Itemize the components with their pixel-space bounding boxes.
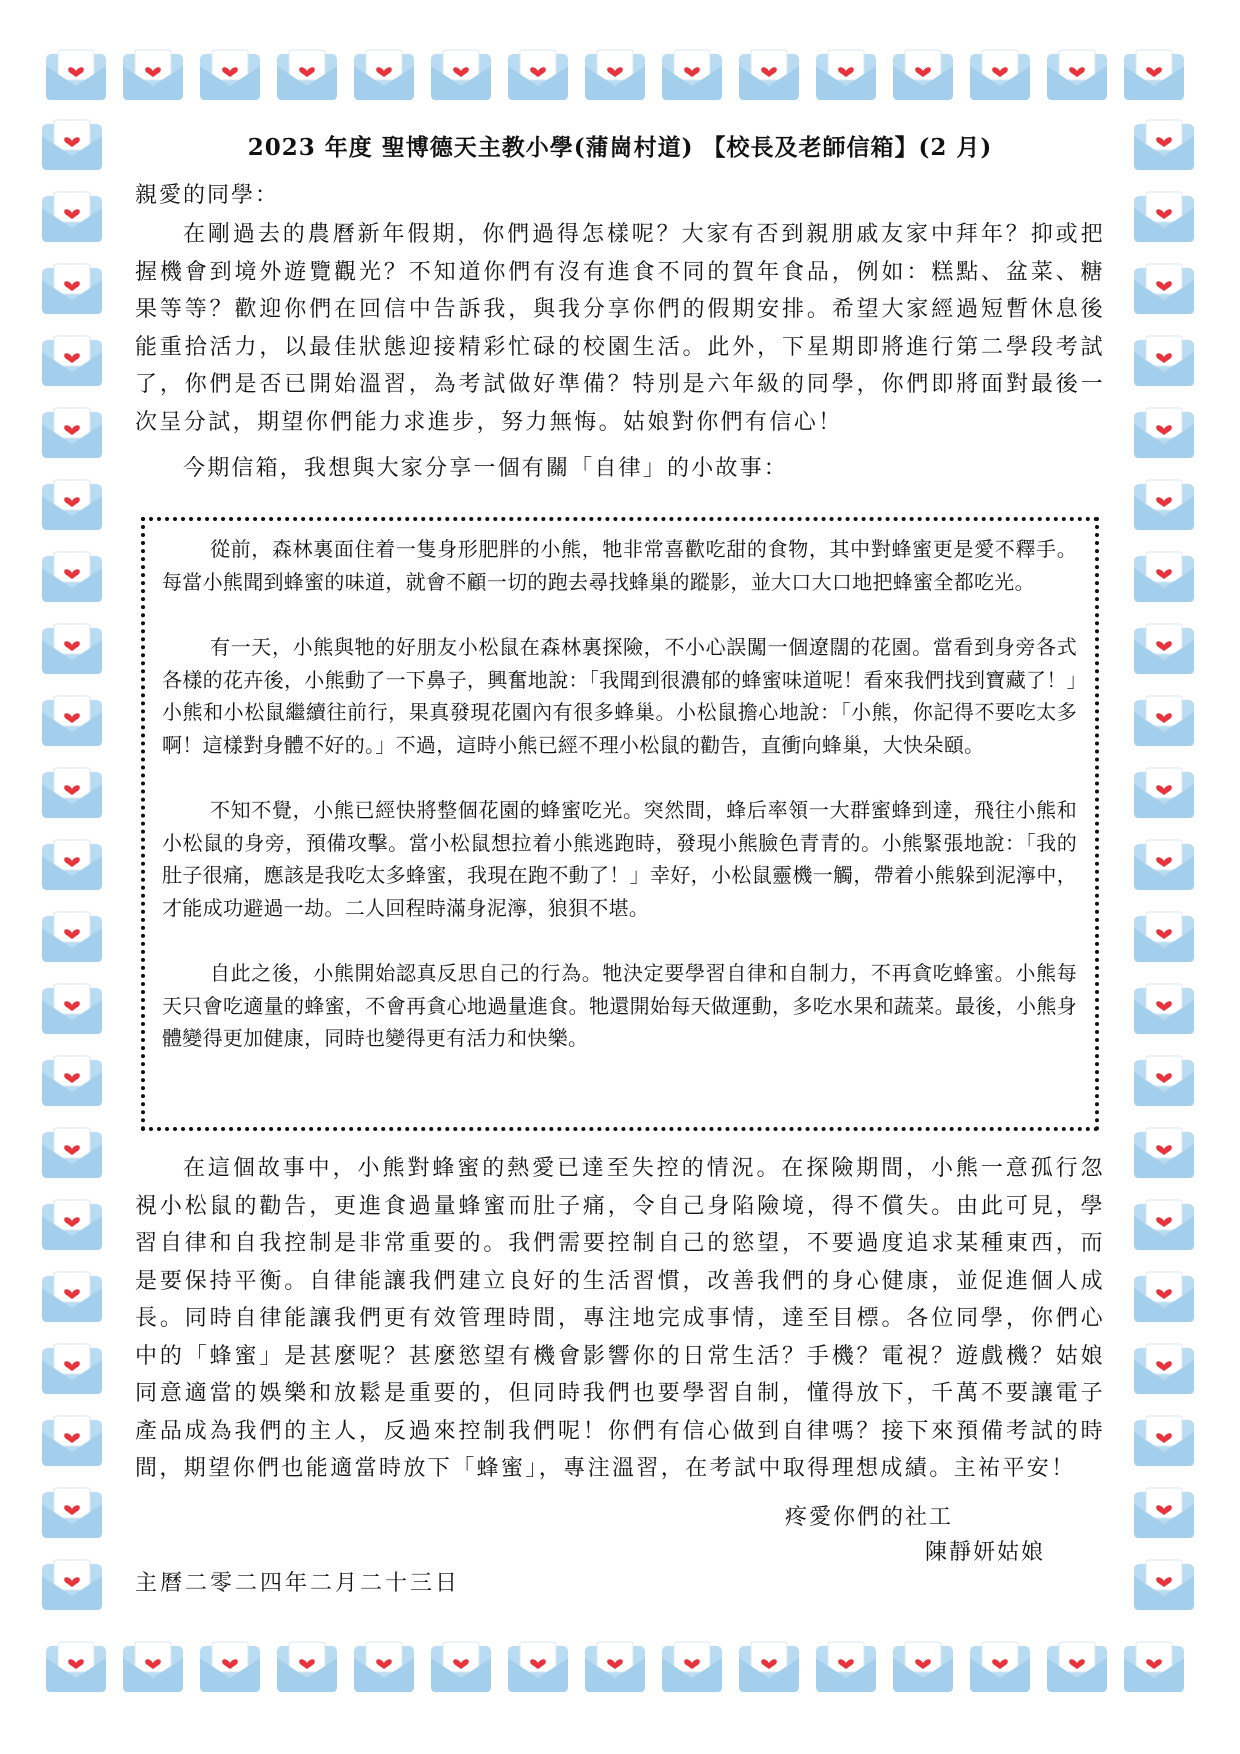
envelope-heart-icon bbox=[40, 1126, 104, 1182]
envelope-heart-icon bbox=[40, 982, 104, 1038]
envelope-heart-icon bbox=[1132, 1558, 1196, 1614]
envelope-heart-icon bbox=[40, 694, 104, 750]
envelope-heart-icon bbox=[891, 48, 955, 104]
story-intro: 今期信箱，我想與大家分享一個有關「自律」的小故事： bbox=[183, 456, 789, 481]
story-box bbox=[141, 517, 1099, 1131]
story-paragraph-2: 有一天，小熊與牠的好朋友小松鼠在森林裏探險，不小心誤闖一個遼闊的花園。當看到身旁各式各樣的花卉後，小熊動了一下鼻子，興奮地說：「我聞到很濃郁的蜂蜜味道呢！看來我們找到寶藏了！」小熊和小松鼠繼續往前行，果真發現花園內有很多蜂巢。小松鼠擔心地說：「小熊，你記得不要吃太多啊！這樣對身體不好的。」不過，這時小熊已經不理小松鼠的勸告，直衝向蜂巢，大快朵頤。 bbox=[162, 635, 1077, 757]
signoff-line: 疼愛你們的社工 bbox=[785, 1505, 954, 1530]
envelope-heart-icon bbox=[275, 1640, 339, 1696]
envelope-heart-icon bbox=[891, 1640, 955, 1696]
envelope-heart-icon bbox=[1132, 262, 1196, 318]
envelope-heart-icon bbox=[814, 48, 878, 104]
envelope-heart-icon bbox=[583, 48, 647, 104]
envelope-heart-icon bbox=[1132, 982, 1196, 1038]
envelope-heart-icon bbox=[40, 766, 104, 822]
envelope-heart-icon bbox=[737, 1640, 801, 1696]
envelope-heart-icon bbox=[40, 1414, 104, 1470]
envelope-heart-icon bbox=[506, 48, 570, 104]
signature-block bbox=[785, 1500, 1045, 1570]
envelope-heart-icon bbox=[660, 48, 724, 104]
story-paragraph-1: 從前，森林裏面住着一隻身形肥胖的小熊，牠非常喜歡吃甜的食物，其中對蜂蜜更是愛不釋手。每當小熊聞到蜂蜜的味道，就會不顧一切的跑去尋找蜂巢的蹤影，並大口大口地把蜂蜜全都吃光。 bbox=[162, 537, 1077, 594]
envelope-heart-icon bbox=[1132, 478, 1196, 534]
envelope-heart-icon bbox=[1132, 838, 1196, 894]
envelope-heart-icon bbox=[121, 1640, 185, 1696]
envelope-heart-icon bbox=[40, 190, 104, 246]
envelope-heart-icon bbox=[40, 1342, 104, 1398]
envelope-heart-icon bbox=[1045, 48, 1109, 104]
envelope-heart-icon bbox=[44, 1640, 108, 1696]
envelope-heart-icon bbox=[121, 48, 185, 104]
envelope-heart-icon bbox=[40, 1558, 104, 1614]
envelope-heart-icon bbox=[1122, 1640, 1186, 1696]
signoff-name: 陳靜妍姑娘 bbox=[925, 1540, 1046, 1565]
opening-paragraph: 在剛過去的農曆新年假期，你們過得怎樣呢？大家有否到親朋戚友家中拜年？抑或把握機會到境外遊覽觀光？不知道你們有沒有進食不同的賀年食品，例如：糕點、盆菜、糖果等等？歡迎你們在回信中告訴我，與我分享你們的假期安排。希望大家經過短暫休息後能重拾活力，以最佳狀態迎接精彩忙碌的校園生活。此外，下星期即將進行第二學段考試了，你們是否已開始溫習，為考試做好準備？特別是六年級的同學，你們即將面對最後一次呈分試，期望你們能力求進步，努力無悔。姑娘對你們有信心！ bbox=[135, 222, 1105, 435]
story-paragraph-3: 不知不覺，小熊已經快將整個花園的蜂蜜吃光。突然間，蜂后率領一大群蜜蜂到達，飛往小熊和小松鼠的身旁，預備攻擊。當小松鼠想拉着小熊逃跑時，發現小熊臉色青青的。小熊緊張地說：「我的肚子很痛，應該是我吃太多蜂蜜，我現在跑不動了！」幸好，小松鼠靈機一觸，帶着小熊躲到泥濘中，才能成功避過一劫。二人回程時滿身泥濘，狼狽不堪。 bbox=[162, 798, 1077, 920]
envelope-heart-icon bbox=[660, 1640, 724, 1696]
envelope-heart-icon bbox=[198, 1640, 262, 1696]
envelope-heart-icon bbox=[40, 478, 104, 534]
greeting: 親愛的同學： bbox=[135, 183, 280, 208]
envelope-heart-icon bbox=[1045, 1640, 1109, 1696]
envelope-heart-icon bbox=[429, 1640, 493, 1696]
envelope-heart-icon bbox=[1132, 1414, 1196, 1470]
envelope-heart-icon bbox=[583, 1640, 647, 1696]
conclusion-paragraph: 在這個故事中，小熊對蜂蜜的熱愛已達至失控的情況。在探險期間，小熊一意孤行忽視小松鼠的勸告，更進食過量蜂蜜而肚子痛，令自己身陷險境，得不償失。由此可見，學習自律和自我控制是非常重要的。我們需要控制自己的慾望，不要過度追求某種東西，而是要保持平衡。自律能讓我們建立良好的生活習慣，改善我們的身心健康，並促進個人成長。同時自律能讓我們更有效管理時間，專注地完成事情，達至目標。各位同學，你們心中的「蜂蜜」是甚麼呢？甚麼慾望有機會影響你的日常生活？手機？電視？遊戲機？姑娘同意適當的娛樂和放鬆是重要的，但同時我們也要學習自制，懂得放下，千萬不要讓電子產品成為我們的主人，反過來控制我們呢！你們有信心做到自律嗎？接下來預備考試的時間，期望你們也能適當時放下「蜂蜜」，專注溫習，在考試中取得理想成績。主祐平安！ bbox=[135, 1156, 1105, 1481]
envelope-heart-icon bbox=[1132, 190, 1196, 246]
envelope-heart-icon bbox=[1132, 1126, 1196, 1182]
envelope-heart-icon bbox=[40, 262, 104, 318]
envelope-heart-icon bbox=[40, 1270, 104, 1326]
envelope-heart-icon bbox=[352, 48, 416, 104]
envelope-heart-icon bbox=[40, 334, 104, 390]
envelope-heart-icon bbox=[40, 406, 104, 462]
envelope-heart-icon bbox=[40, 838, 104, 894]
envelope-heart-icon bbox=[40, 550, 104, 606]
envelope-heart-icon bbox=[814, 1640, 878, 1696]
envelope-heart-icon bbox=[1132, 910, 1196, 966]
envelope-heart-icon bbox=[1132, 1342, 1196, 1398]
envelope-heart-icon bbox=[275, 48, 339, 104]
envelope-heart-icon bbox=[1122, 48, 1186, 104]
envelope-heart-icon bbox=[40, 1486, 104, 1542]
envelope-heart-icon bbox=[1132, 1054, 1196, 1110]
envelope-heart-icon bbox=[506, 1640, 570, 1696]
page-title: 2023 年度 聖博德天主教小學(蒲崗村道) 【校長及老師信箱】(2 月) bbox=[247, 134, 993, 161]
envelope-heart-icon bbox=[1132, 118, 1196, 174]
envelope-heart-icon bbox=[40, 622, 104, 678]
envelope-heart-icon bbox=[40, 1198, 104, 1254]
envelope-heart-icon bbox=[1132, 1198, 1196, 1254]
envelope-heart-icon bbox=[737, 48, 801, 104]
envelope-heart-icon bbox=[198, 48, 262, 104]
envelope-heart-icon bbox=[429, 48, 493, 104]
letter-date: 主曆二零二四年二月二十三日 bbox=[135, 1571, 461, 1596]
envelope-heart-icon bbox=[968, 48, 1032, 104]
envelope-heart-icon bbox=[1132, 550, 1196, 606]
envelope-heart-icon bbox=[1132, 1486, 1196, 1542]
envelope-heart-icon bbox=[1132, 694, 1196, 750]
envelope-heart-icon bbox=[40, 118, 104, 174]
envelope-heart-icon bbox=[40, 1054, 104, 1110]
letter-header bbox=[135, 128, 1105, 489]
envelope-heart-icon bbox=[40, 910, 104, 966]
envelope-heart-icon bbox=[1132, 406, 1196, 462]
envelope-heart-icon bbox=[1132, 622, 1196, 678]
envelope-heart-icon bbox=[1132, 1270, 1196, 1326]
envelope-heart-icon bbox=[44, 48, 108, 104]
conclusion-section bbox=[135, 1150, 1105, 1488]
envelope-heart-icon bbox=[1132, 334, 1196, 390]
envelope-heart-icon bbox=[1132, 766, 1196, 822]
story-paragraph-4: 自此之後，小熊開始認真反思自己的行為。牠決定要學習自律和自制力，不再貪吃蜂蜜。小熊每天只會吃適量的蜂蜜，不會再貪心地過量進食。牠還開始每天做運動，多吃水果和蔬菜。最後，小熊身體變得更加健康，同時也變得更有活力和快樂。 bbox=[162, 961, 1077, 1050]
envelope-heart-icon bbox=[352, 1640, 416, 1696]
envelope-heart-icon bbox=[968, 1640, 1032, 1696]
